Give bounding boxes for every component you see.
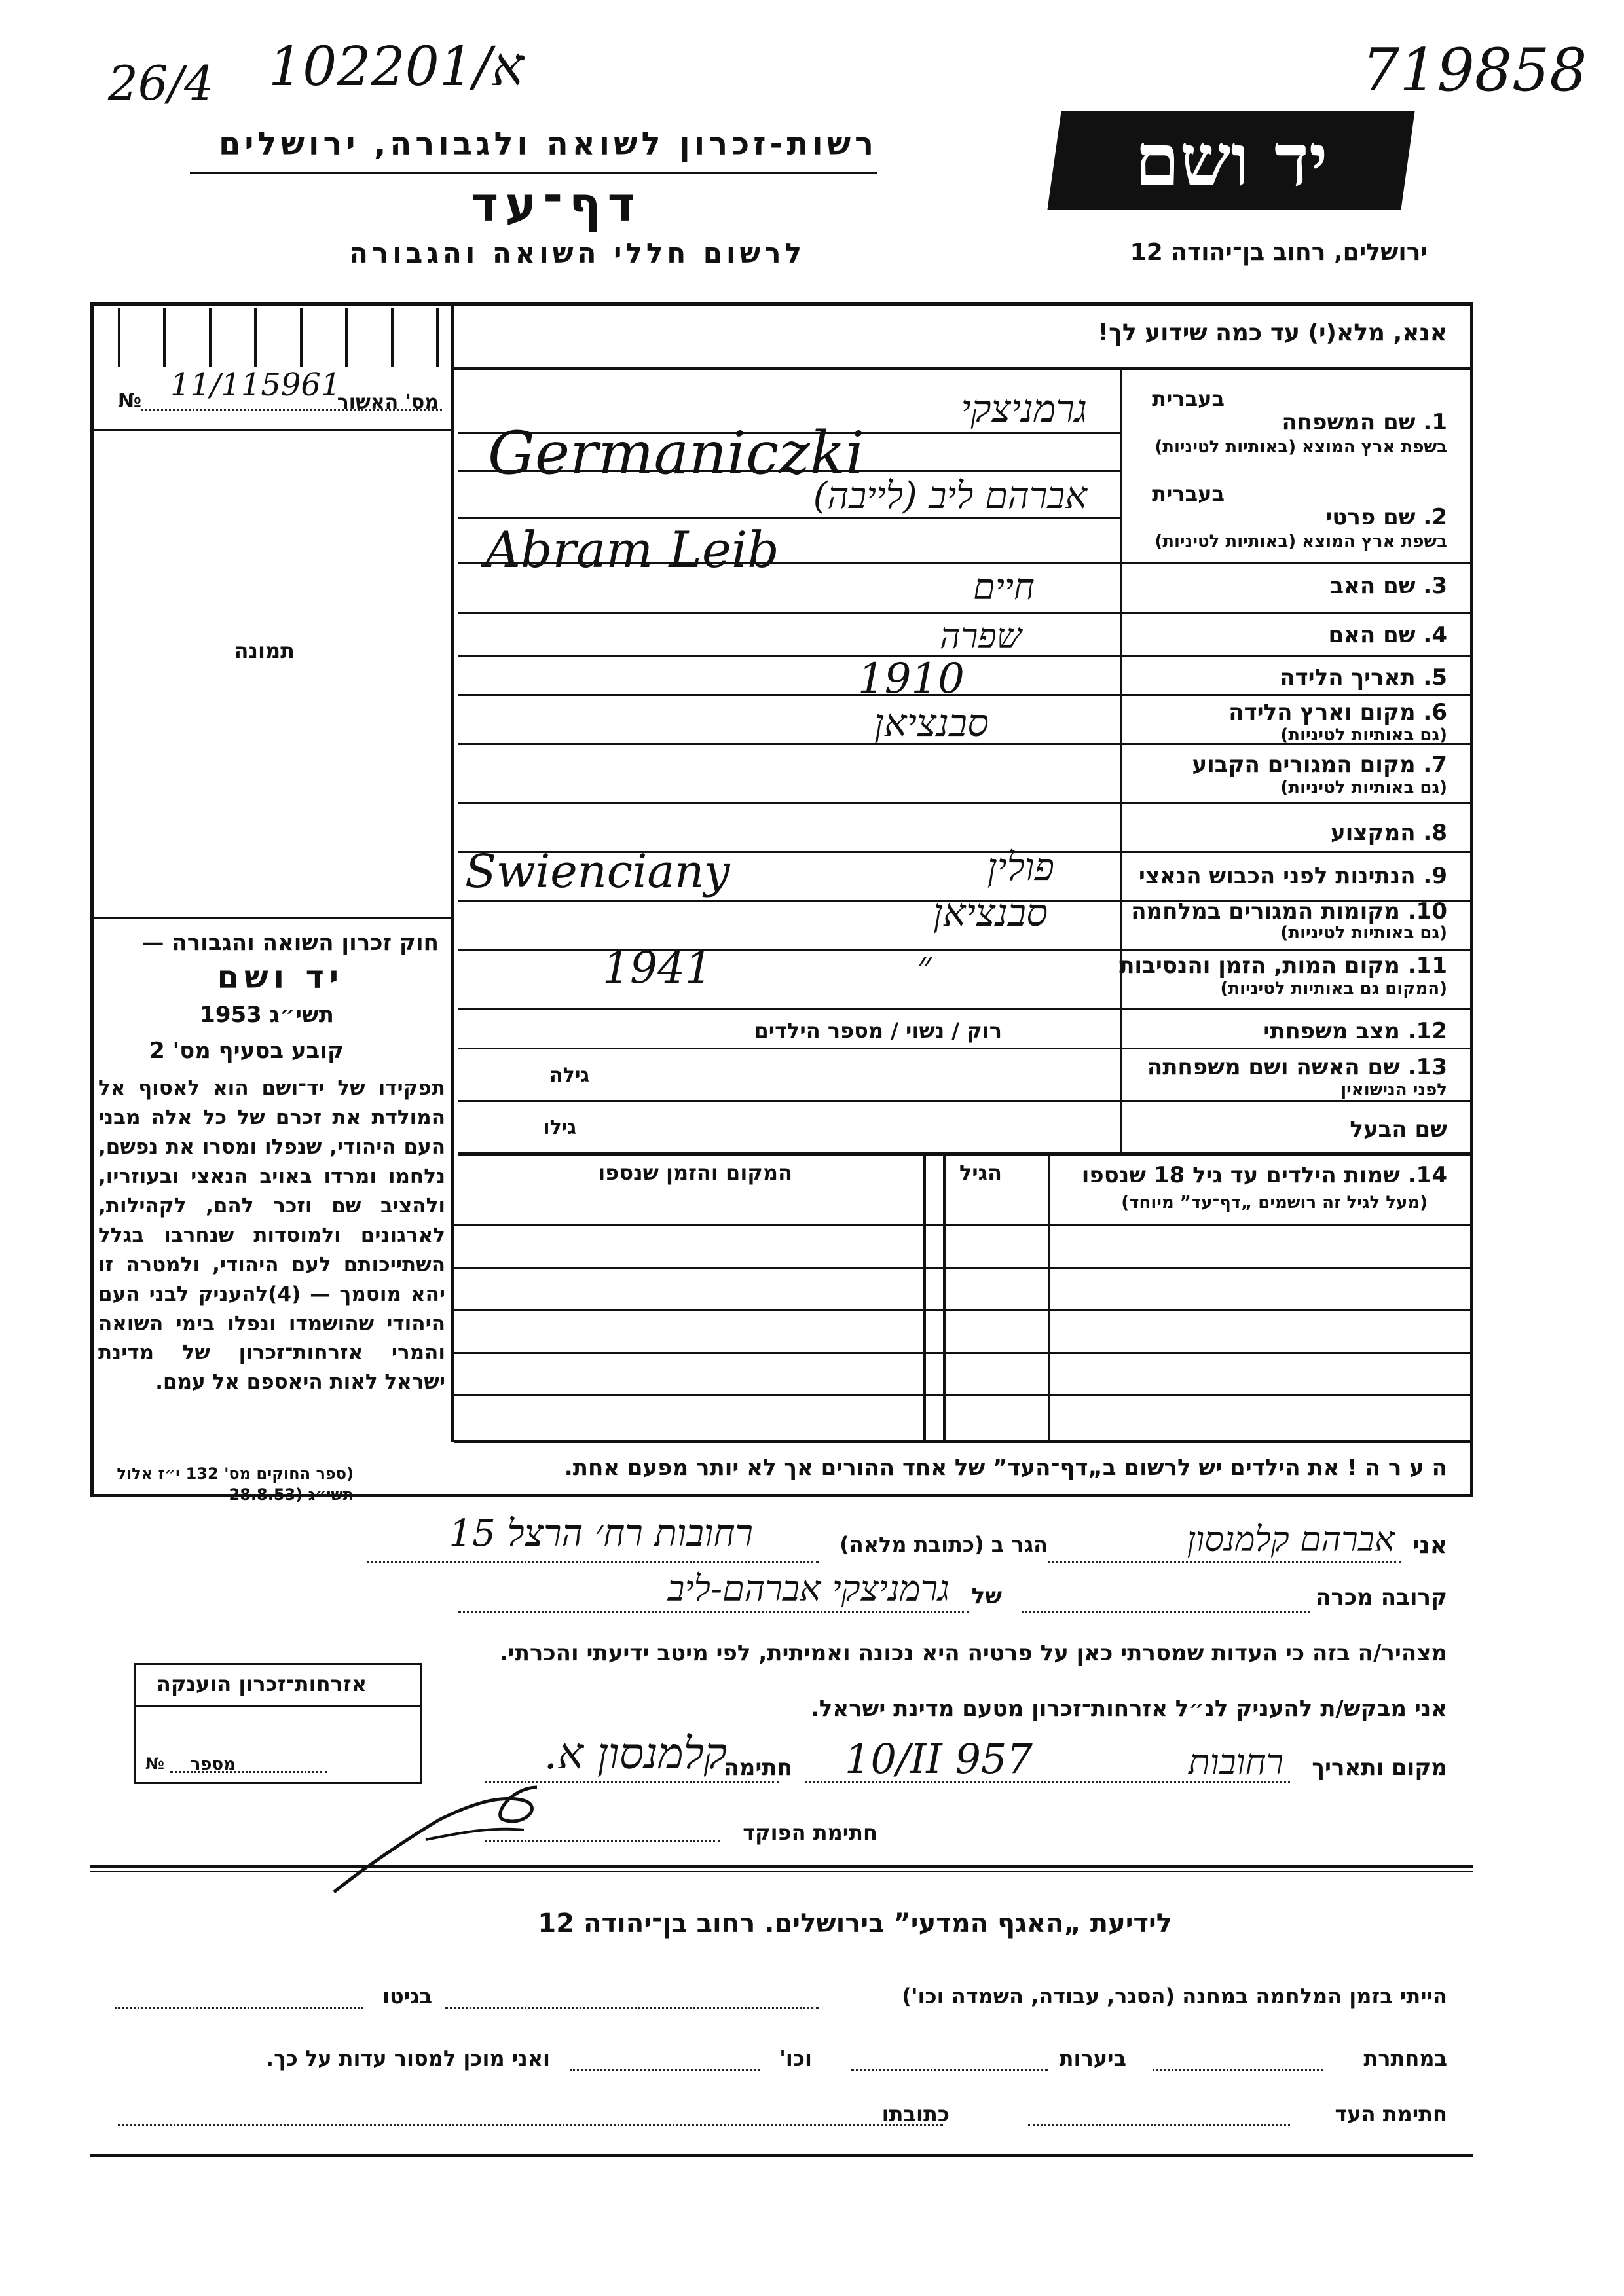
declaration-place[interactable]: רחובות (1188, 1741, 1283, 1783)
nationality-latin[interactable]: Swienciany (465, 845, 730, 898)
children-col-divider-1 (1048, 1154, 1050, 1442)
field-rule (458, 1008, 1473, 1010)
field-10-sublabel: (גם באותיות לטיניות) (1280, 923, 1447, 943)
wartime-residence[interactable]: סבנציאן (933, 890, 1048, 935)
field-9-label: 9. הנתינות לפני הכבוש הנאצי (1138, 863, 1447, 889)
law-year: תשי״ג 1953 (200, 1002, 334, 1028)
field-2-sublabel: בשפת ארץ המוצא (באותיות לטיניות) (1154, 532, 1447, 551)
children-col-place: המקום והזמן שנספו (598, 1160, 792, 1185)
declarant-name[interactable]: אברהם קלמנסון (1187, 1520, 1395, 1559)
law-title: חוק זכרון השואה והגבורה — (141, 930, 439, 956)
place-date-label: מקום ותאריך (1312, 1755, 1447, 1781)
death-date[interactable]: 1941 (602, 943, 712, 993)
address-line (367, 1561, 819, 1563)
field-3-label: 3. שם האב (1330, 573, 1447, 599)
declaration-date[interactable]: 10/II 957 (845, 1735, 1033, 1783)
relation-of-line (458, 1611, 969, 1613)
field-6-label: 6. מקום וארץ הלידה (1228, 699, 1447, 725)
field-11-label: 11. מקום המות, הזמן והנסיבות (1119, 953, 1447, 979)
footer-title: לידיעת „האגף המדעי” בירושלים. רחוב בן־יהודה 12 (538, 1908, 1172, 1939)
relation-label: קרובה מכרה (1316, 1584, 1447, 1611)
field-11-sublabel: (המקום גם באותיות לטיניות) (1220, 979, 1447, 998)
authority-name: רשות-זכרון לשואה ולגבורה, ירושלים (218, 126, 877, 162)
field-7-label: 7. מקום המגורים הקבוע (1192, 752, 1447, 778)
logo-text: יד ושם (1134, 118, 1328, 202)
field-1-sublabel: בשפת ארץ המוצא (באותיות לטיניות) (1154, 437, 1447, 457)
citizenship-box-title: אזרחות־זכרון הוענקה (156, 1671, 367, 1696)
field-rule (458, 1152, 1473, 1156)
relation-value[interactable]: גרמניצקי אברהם-ליב (667, 1568, 950, 1609)
field-rule (458, 612, 1473, 614)
approval-box-rule (90, 429, 451, 431)
declaration-ani: אני (1412, 1532, 1447, 1559)
field-2-lang-hint: בעברית (1152, 481, 1225, 506)
footer-forests-line (851, 2069, 1048, 2071)
form-subtitle: לרשום חללי השואה והגבורה (349, 237, 805, 269)
field-1-lang-hint: בעברית (1152, 386, 1225, 411)
law-text: תפקידו של יד־ושם הוא לאסוף אל המולדת את זכרם של כל אלה מבני העם היהודי, שנפלו ומסרו את נפשם, נלחמו ומרדו באויב הנאצי ובעוזריו, ולהציב שם וזכר להם, לקהילות, לארגונים ולמוסדות שנחרבו בגלל השתייכותם לעם היהודי, ולמטרה זו יהא מוסמך — (4)להעניק לבני העם היהודי שהושמדו ונפלו בימי השואה והמרי אזרחות־זכרון של מדינת ישראל לאות היאספם אל עמם. (98, 1076, 445, 1394)
form-title: דף־עד (470, 177, 642, 232)
photo-label: תמונה (234, 638, 295, 663)
footer-testimony-label: ואני מוכן למסור עדות על כך. (265, 2046, 550, 2071)
field-10-label: 10. מקומות המגורים במלחמה (1131, 898, 1447, 924)
birth-place[interactable]: סבנציאן (874, 701, 989, 745)
handwritten-note-middle: 102א/201 (268, 36, 524, 98)
officer-signature-scribble (327, 1768, 563, 1899)
yad-vashem-logo (1047, 111, 1414, 210)
citizenship-no-label: מספר (190, 1755, 236, 1774)
field-7-sublabel: (גם באותיות לטיניות) (1280, 778, 1447, 797)
children-col-divider-2 (943, 1154, 946, 1442)
first-name-hebrew[interactable]: אברהם ליב (לייבה) (813, 475, 1087, 517)
death-place-ditto: ״ (917, 943, 932, 989)
footer-underground-line (1153, 2069, 1323, 2071)
marital-status-options[interactable]: רוק / נשוי / מספר הילדים (754, 1018, 1002, 1043)
authority-underline (190, 172, 877, 174)
field-4-label: 4. שם האם (1328, 622, 1447, 648)
approval-number-symbol: № (118, 390, 142, 412)
husband-label: שם הבעל (1350, 1116, 1447, 1142)
fill-request: אנא, מלא(י) עד כמה שידוע לך! (1098, 319, 1447, 346)
children-note: ה ע ר ה ! את הילדים יש לרשום ב„דף־העד” של אחד ההורים אך לא יותר מפעם אחת. (564, 1455, 1447, 1481)
children-sublabel: (מעל לגיל זה רושמים „דף־עד” מיוחד) (1121, 1193, 1428, 1212)
children-label: 14. שמות הילדים עד גיל 18 שנספו (1081, 1162, 1447, 1188)
footer-rule-top (90, 1865, 1473, 1868)
footer-address-line (118, 2124, 943, 2126)
field-8-label: 8. המקצוע (1331, 820, 1447, 846)
field-2-label: 2. שם פרטי (1325, 504, 1447, 530)
law-clause: קובע בסעיף מס' 2 (149, 1038, 344, 1064)
citizenship-no-symbol: № (145, 1755, 164, 1773)
officer-signature-label: חתימת הפוקד (743, 1820, 877, 1845)
header-address: ירושלים, רחוב בן־יהודה 12 (1130, 239, 1428, 266)
left-column-divider (451, 302, 454, 1442)
footer-ghetto-label: בגיטו (382, 1984, 432, 2009)
footer-underground-label: במחתרת (1363, 2046, 1447, 2071)
footer-rule-top-2 (90, 1871, 1473, 1872)
mother-name[interactable]: שפרה (940, 615, 1022, 657)
note-row-top (454, 1440, 1473, 1443)
statement-2: אני מבקש/ת להעניק לנ״ל אזרחות־זכרון מטעם מדינת ישראל. (810, 1696, 1447, 1722)
field-13-label: 13. שם האשה ושם משפחתה (1147, 1054, 1447, 1080)
children-col-age: הגיל (959, 1160, 1002, 1185)
field-rule (458, 517, 1120, 519)
sidebar-logo: יד ושם (217, 959, 344, 996)
children-row-rule (454, 1309, 1473, 1311)
residing-label: הגר ב (כתובת מלאה) (840, 1532, 1048, 1557)
footer-bottom-rule (90, 2154, 1473, 2157)
first-name-latin[interactable]: Abram Leib (485, 520, 779, 579)
father-name[interactable]: חיים (973, 566, 1035, 608)
footer-etc-line (570, 2069, 760, 2071)
statement-1: מצהיר/ה בזה כי העדות שמסרתי כאן על פרטיה היא נכונה ואמיתית, לפי מיטב ידיעתי והכרתי. (499, 1640, 1447, 1666)
signature-label: חתימה (724, 1755, 792, 1781)
family-name-latin[interactable]: Germaniczki (488, 419, 865, 488)
approval-ticks (118, 308, 439, 367)
sidebar-top-rule (90, 917, 451, 919)
declarant-line (1048, 1561, 1401, 1563)
footer-witness-signature-line (1028, 2124, 1290, 2126)
place-date-line (805, 1781, 1290, 1783)
law-reference: (ספר החוקים מס' 132 י״ז אלול תשי״ג (28.8.53 (117, 1465, 354, 1504)
husband-age-label: גילו (543, 1116, 576, 1139)
footer-camp-line (445, 2007, 819, 2009)
footer-ghetto-line (115, 2007, 363, 2009)
relation-of: של (971, 1583, 1002, 1609)
field-6-sublabel: (גם באותיות לטיניות) (1280, 725, 1447, 745)
handwritten-note-left: 26/4 (108, 56, 214, 111)
declarant-signature[interactable]: קלמנסון א. (544, 1728, 727, 1779)
relation-line (1022, 1611, 1310, 1613)
footer-address-label: כתובתו (881, 2102, 950, 2126)
approval-number-value: 11/115961 (170, 367, 341, 403)
declarant-address[interactable]: רחובות רח׳ הרצל 15 (449, 1512, 753, 1555)
field-1-label: 1. שם המשפחה (1282, 409, 1447, 435)
footer-camp-label: הייתי בזמן המלחמה במחנה (הסגר, עבודה, השמדה וכו') (902, 1984, 1447, 2009)
field-rule (458, 1100, 1473, 1102)
children-header-rule (454, 1224, 1473, 1226)
children-row-rule (454, 1267, 1473, 1269)
field-13-sublabel: לפני הנישואין (1340, 1080, 1447, 1100)
footer-etc-label: וכו' (779, 2046, 812, 2071)
request-row-rule (451, 367, 1473, 370)
field-5-label: 5. תאריך הלידה (1280, 665, 1447, 691)
children-row-rule (454, 1394, 1473, 1396)
field-rule (458, 694, 1473, 696)
archive-number: 719858 (1362, 36, 1587, 105)
citizenship-box-rule (134, 1705, 422, 1707)
approval-number-label: מס' האשור (337, 391, 439, 414)
field-12-label: 12. מצב משפחתי (1263, 1018, 1447, 1044)
children-col-divider-3 (923, 1154, 926, 1442)
label-column-divider (1120, 368, 1122, 1154)
field-rule (458, 1048, 1473, 1049)
birth-date[interactable]: 1910 (858, 655, 965, 703)
nationality[interactable]: פולין (987, 845, 1054, 889)
field-rule (458, 802, 1473, 804)
children-row-rule (454, 1352, 1473, 1354)
footer-witness-signature-label: חתימת העד (1335, 2102, 1447, 2126)
family-name-hebrew[interactable]: גרמניצקי (961, 386, 1087, 431)
wife-age-label: גילה (549, 1064, 589, 1087)
footer-forests-label: ביערות (1059, 2046, 1126, 2071)
